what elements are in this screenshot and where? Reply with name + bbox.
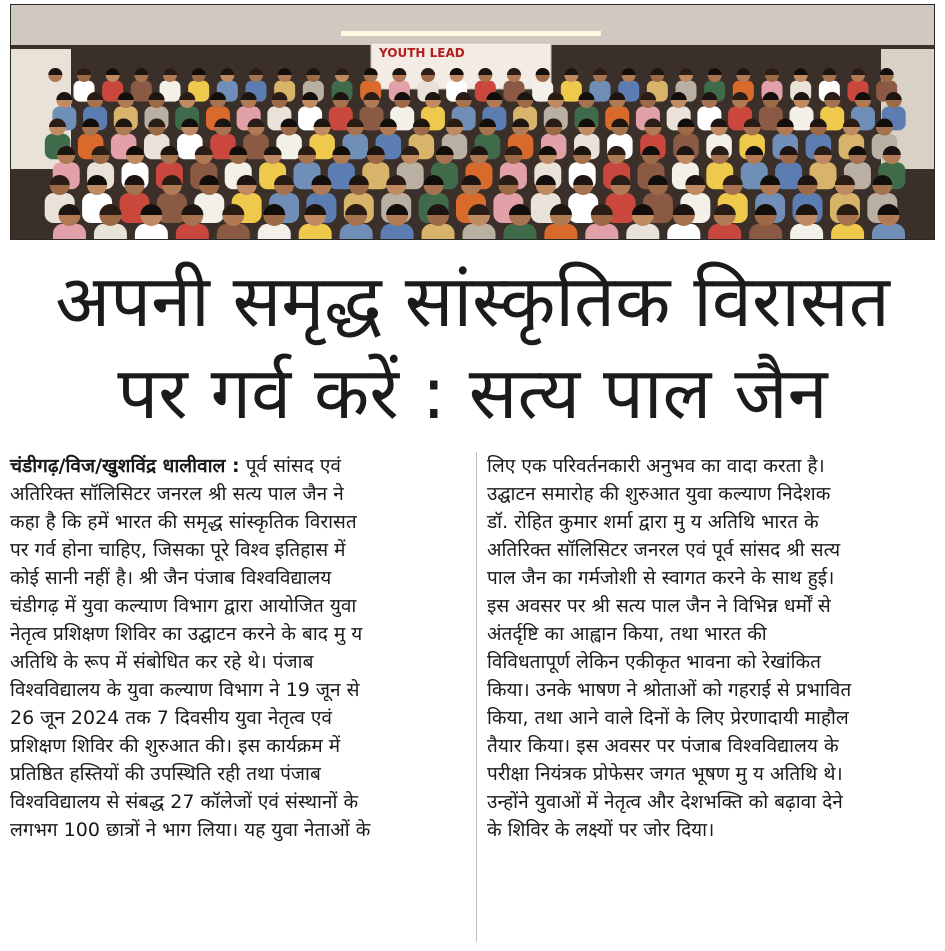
column-line: पाल जैन का गर्मजोशी से स्वागत करने के साथ हुई। — [487, 567, 835, 589]
column-line: प्रशिक्षण शिविर की शुरुआत की। इस कार्यक्रम में — [10, 735, 341, 757]
column-line: विश्वविद्यालय से संबद्ध 27 कॉलेजों एवं संस्थानों के — [10, 791, 359, 813]
column-line: किया। उनके भाषण ने श्रोताओं को गहराई से प्रभावित — [487, 679, 852, 701]
column-line: पूर्व सांसद एवं — [245, 455, 341, 477]
person-body — [258, 224, 291, 239]
person-body — [340, 224, 373, 239]
person-body — [585, 224, 618, 239]
column-line: 26 जून 2024 तक 7 दिवसीय युवा नेतृत्व एवं — [10, 707, 332, 729]
column-line: अतिरिक्त सॉलिसिटर जनरल श्री सत्य पाल जैन ने — [10, 483, 344, 505]
group-photo — [10, 4, 935, 240]
dateline: चंडीगढ़/विज/खुशविंद्र धालीवाल : — [10, 455, 240, 477]
article-column-left — [10, 452, 468, 844]
column-line: नेतृत्व प्रशिक्षण शिविर का उद्घाटन करने के बाद मु य — [10, 623, 363, 645]
person-body — [94, 224, 127, 239]
group-photo-illustration — [11, 5, 934, 239]
person-body — [544, 224, 577, 239]
column-line: अंतर्दृष्टि का आह्वान किया, तथा भारत की — [487, 623, 767, 645]
column-line: विविधतापूर्ण लेकिन एकीकृत भावना को रेखांकित — [487, 651, 821, 673]
column-line: प्रतिष्ठित हस्तियों की उपस्थिति रही तथा पंजाब — [10, 763, 321, 785]
person-body — [708, 224, 741, 239]
person-body — [53, 224, 86, 239]
column-line: अतिथि के रूप में संबोधित कर रहे थे। पंजाब — [10, 651, 314, 673]
person-body — [299, 224, 332, 239]
column-divider — [476, 452, 477, 942]
column-line: विश्वविद्यालय के युवा कल्याण विभाग ने 19 जून से — [10, 679, 360, 701]
column-line: लिए एक परिवर्तनकारी अनुभव का वादा करता है। — [487, 455, 825, 477]
ceiling-light — [341, 31, 601, 36]
first-line — [10, 452, 468, 480]
column-line: किया, तथा आने वाले दिनों के लिए प्रेरणादायी माहौल — [487, 707, 849, 729]
headline-line-2: पर गर्व करें : सत्य पाल जैन — [117, 351, 828, 435]
person-body — [831, 224, 864, 239]
person-body — [667, 224, 700, 239]
person-body — [503, 224, 536, 239]
column-line: उन्होंने युवाओं में नेतृत्व और देशभक्ति को बढ़ावा देने — [487, 791, 843, 813]
column-line: परीक्षा नियंत्रक प्रोफेसर जगत भूषण मु य अतिथि थे। — [487, 763, 843, 785]
person-body — [176, 224, 209, 239]
column-line: उद्घाटन समारोह की शुरुआत युवा कल्याण निदेशक — [487, 483, 831, 505]
crowd — [45, 68, 906, 239]
column-line: कोई सानी नहीं है। श्री जैन पंजाब विश्वविद्यालय — [10, 567, 332, 589]
column-line: अतिरिक्त सॉलिसिटर जनरल एवं पूर्व सांसद श्री सत्य — [487, 539, 841, 561]
column-line: तैयार किया। इस अवसर पर पंजाब विश्वविद्यालय के — [487, 735, 839, 757]
person-body — [135, 224, 168, 239]
column-line: डॉ. रोहित कुमार शर्मा द्वारा मु य अतिथि भारत के — [487, 511, 819, 533]
photo-ceiling — [11, 5, 934, 45]
column-line: लगभग 100 छात्रों ने भाग लिया। यह युवा नेताओं के — [10, 819, 371, 841]
headline — [0, 255, 945, 439]
person-body — [790, 224, 823, 239]
person-body — [381, 224, 414, 239]
person-body — [872, 224, 905, 239]
banner-text: YOUTH LEAD — [379, 46, 465, 60]
column-line: इस अवसर पर श्री सत्य पाल जैन ने विभिन्न धर्मों से — [487, 595, 831, 617]
headline-line-1: अपनी समृद्ध सांस्कृतिक विरासत — [55, 259, 890, 343]
person-body — [463, 224, 496, 239]
person-body — [217, 224, 250, 239]
person-body — [749, 224, 782, 239]
column-line: के शिविर के लक्ष्यों पर जोर दिया। — [487, 819, 715, 841]
person-body — [626, 224, 659, 239]
column-line: चंडीगढ़ में युवा कल्याण विभाग द्वारा आयोजित युवा — [10, 595, 357, 617]
column-line: कहा है कि हमें भारत की समृद्ध सांस्कृतिक विरासत — [10, 511, 357, 533]
person-body — [422, 224, 455, 239]
article-column-right — [487, 452, 935, 844]
column-line: पर गर्व होना चाहिए, जिसका पूरे विश्व इतिहास में — [10, 539, 346, 561]
